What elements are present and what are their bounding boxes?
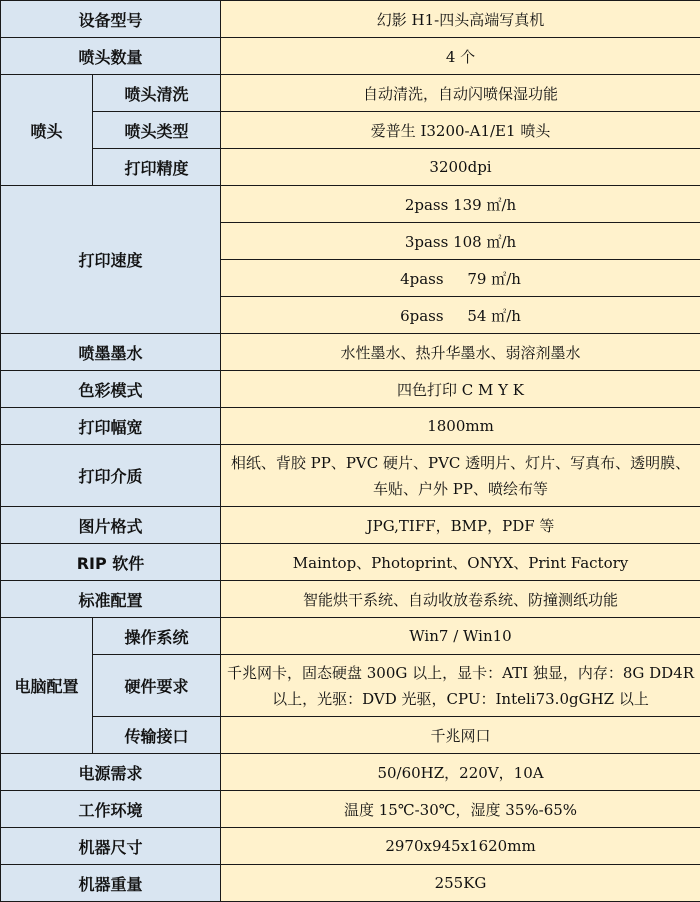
row-environment [1, 791, 700, 828]
row-head-type [1, 112, 700, 149]
row-weight [1, 865, 700, 902]
value-media [221, 445, 700, 507]
row-power [1, 754, 700, 791]
value-computer-hardware-line2: 以上，光驱：DVD 光驱，CPU：Inteli73.0gGHZ 以上 [223, 686, 698, 712]
label-head-precision: 打印精度 [93, 149, 221, 186]
label-head-group: 喷头 [1, 75, 93, 186]
label-computer-hardware: 硬件要求 [93, 655, 221, 717]
row-image-format [1, 507, 700, 544]
label-size: 机器尺寸 [1, 828, 221, 865]
label-width: 打印幅宽 [1, 408, 221, 445]
row-head-precision [1, 149, 700, 186]
value-head-cleaning: 自动清洗，自动闪喷保湿功能 [221, 75, 700, 112]
label-weight: 机器重量 [1, 865, 221, 902]
value-head-precision: 3200dpi [221, 149, 700, 186]
value-head-type: 爱普生 I3200-A1/E1 喷头 [221, 112, 700, 149]
label-speed: 打印速度 [1, 186, 221, 334]
value-model: 幻影 H1-四头高端写真机 [221, 1, 700, 38]
value-size: 2970x945x1620mm [221, 828, 700, 865]
row-head-cleaning [1, 75, 700, 112]
row-ink [1, 334, 700, 371]
value-speed-6pass: 6pass 54 ㎡/h [221, 297, 700, 334]
value-width: 1800mm [221, 408, 700, 445]
value-rip: Maintop、Photoprint、ONYX、Print Factory [221, 544, 700, 581]
label-color: 色彩模式 [1, 371, 221, 408]
value-color: 四色打印 C M Y K [221, 371, 700, 408]
value-computer-hardware-line1: 千兆网卡，固态硬盘 300G 以上，显卡：ATI 独显，内存：8G DD4R [223, 660, 698, 686]
label-head-type: 喷头类型 [93, 112, 221, 149]
value-speed-3pass: 3pass 108 ㎡/h [221, 223, 700, 260]
row-width [1, 408, 700, 445]
label-power: 电源需求 [1, 754, 221, 791]
label-model: 设备型号 [1, 1, 221, 38]
value-head-count: 4 个 [221, 38, 700, 75]
label-media: 打印介质 [1, 445, 221, 507]
value-speed-4pass: 4pass 79 ㎡/h [221, 260, 700, 297]
value-computer-interface: 千兆网口 [221, 717, 700, 754]
label-computer-interface: 传输接口 [93, 717, 221, 754]
row-model [1, 1, 700, 38]
label-standard: 标准配置 [1, 581, 221, 618]
label-head-cleaning: 喷头清洗 [93, 75, 221, 112]
value-ink: 水性墨水、热升华墨水、弱溶剂墨水 [221, 334, 700, 371]
value-image-format: JPG,TIFF，BMP，PDF 等 [221, 507, 700, 544]
value-environment: 温度 15℃-30℃，湿度 35%-65% [221, 791, 700, 828]
row-color [1, 371, 700, 408]
value-media-line2: 车贴、户外 PP、喷绘布等 [223, 476, 698, 502]
label-environment: 工作环境 [1, 791, 221, 828]
value-computer-os: Win7 / Win10 [221, 618, 700, 655]
value-speed-2pass: 2pass 139 ㎡/h [221, 186, 700, 223]
row-rip [1, 544, 700, 581]
row-size [1, 828, 700, 865]
row-media [1, 445, 700, 507]
value-power: 50/60HZ，220V，10A [221, 754, 700, 791]
row-computer-interface [1, 717, 700, 754]
value-media-line1: 相纸、背胶 PP、PVC 硬片、PVC 透明片、灯片、写真布、透明膜、 [223, 450, 698, 476]
row-head-count [1, 38, 700, 75]
value-standard: 智能烘干系统、自动收放卷系统、防撞测纸功能 [221, 581, 700, 618]
row-computer-os [1, 618, 700, 655]
label-computer-group: 电脑配置 [1, 618, 93, 754]
label-ink: 喷墨墨水 [1, 334, 221, 371]
label-computer-os: 操作系统 [93, 618, 221, 655]
label-image-format: 图片格式 [1, 507, 221, 544]
label-head-count: 喷头数量 [1, 38, 221, 75]
row-computer-hardware [1, 655, 700, 717]
value-computer-hardware [221, 655, 700, 717]
row-standard [1, 581, 700, 618]
label-rip: RIP 软件 [1, 544, 221, 581]
value-weight: 255KG [221, 865, 700, 902]
row-speed-1 [1, 186, 700, 223]
